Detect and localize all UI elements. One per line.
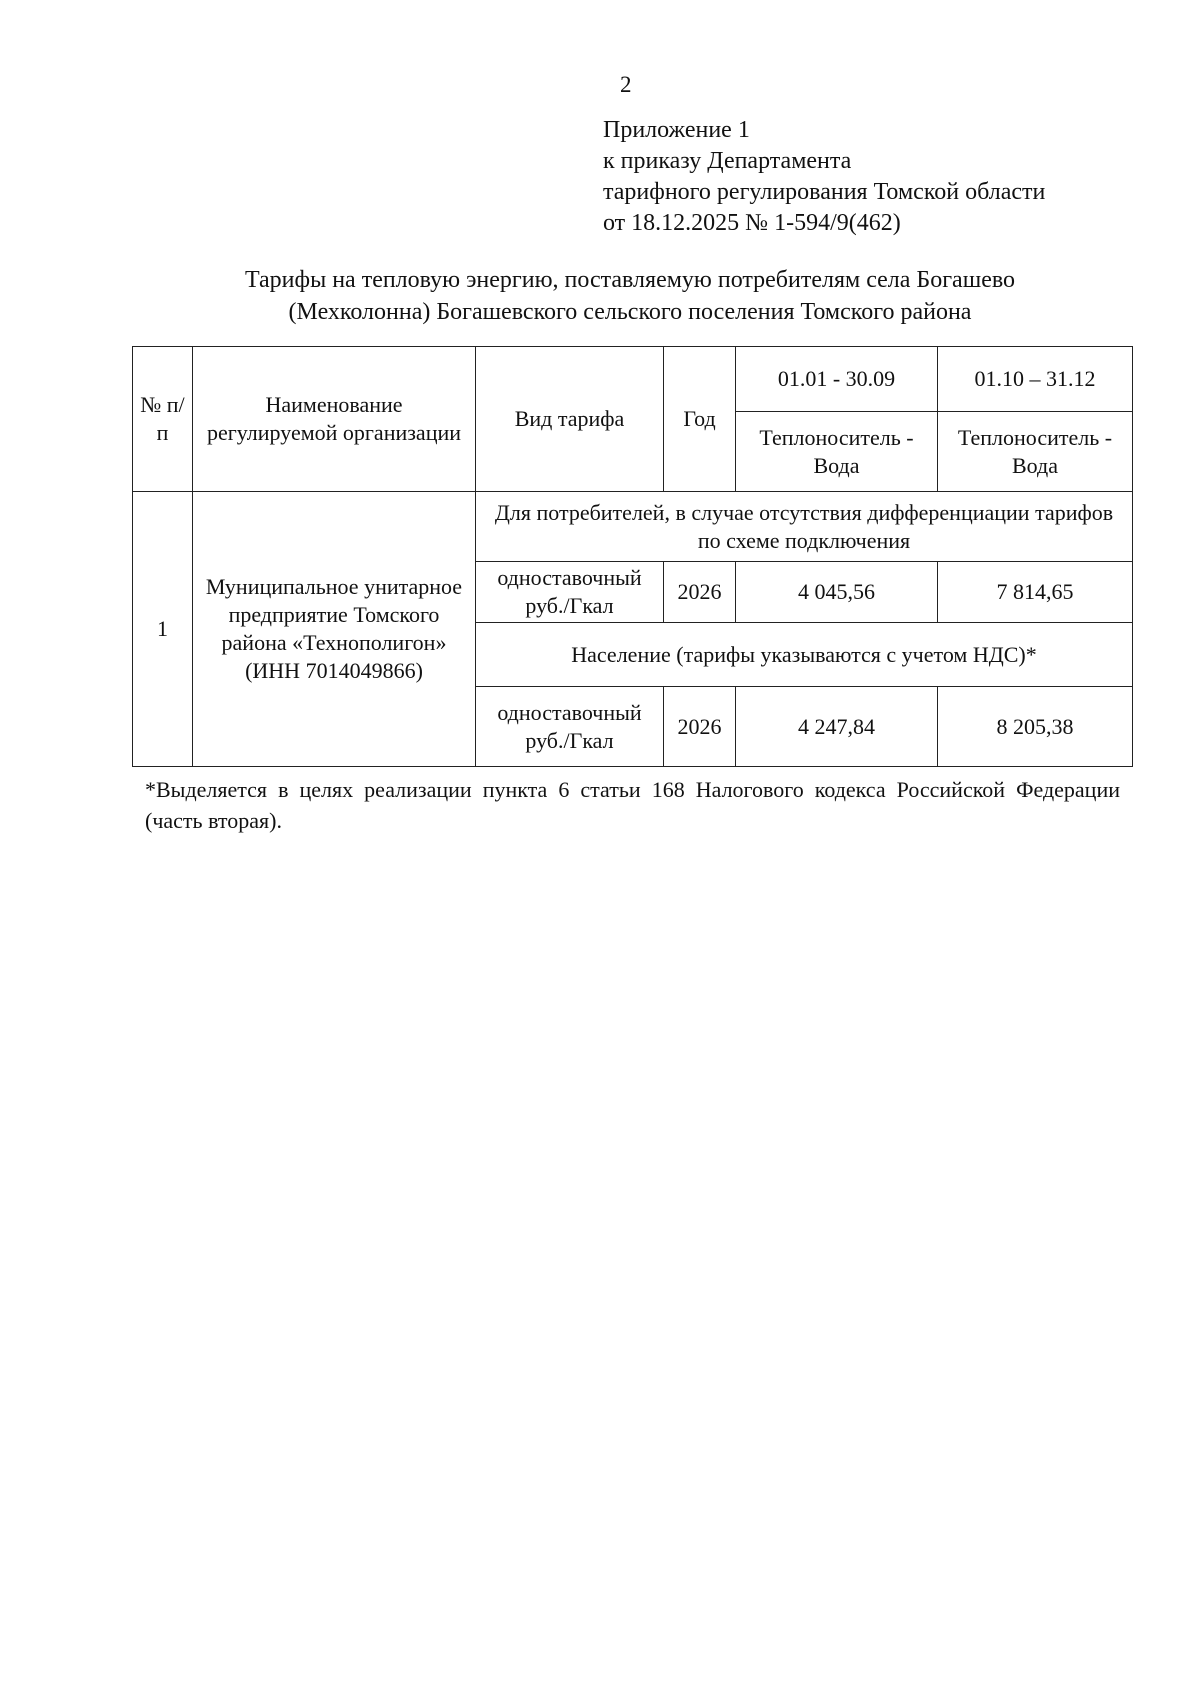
section-label-population: Население (тарифы указываются с учетом НДС)*	[476, 623, 1133, 687]
header-number: № п/п	[133, 347, 193, 492]
year-cell: 2026	[664, 562, 736, 623]
header-tariff-type: Вид тарифа	[476, 347, 664, 492]
appendix-line-3: тарифного регулирования Томской области	[603, 179, 1046, 205]
row-number: 1	[133, 492, 193, 767]
header-period-1: 01.01 - 30.09	[736, 347, 938, 412]
appendix-line-1: Приложение 1	[603, 117, 750, 143]
value-cell: 8 205,38	[938, 687, 1133, 767]
tariff-type-cell: одноставочный руб./Гкал	[476, 687, 664, 767]
footnote: *Выделяется в целях реализации пункта 6 статьи 168 Налогового кодекса Российской Федерации (часть вторая).	[145, 777, 1120, 833]
section-label-consumers: Для потребителей, в случае отсутствия дифференциации тарифов по схеме подключения	[476, 492, 1133, 562]
header-year: Год	[664, 347, 736, 492]
appendix-header	[603, 115, 1045, 239]
document-title	[130, 264, 1130, 328]
page-number: 2	[620, 72, 632, 97]
header-period-2: 01.10 – 31.12	[938, 347, 1133, 412]
tariff-table	[132, 346, 1133, 767]
header-carrier-1: Теплоноситель - Вода	[736, 412, 938, 492]
year-cell: 2026	[664, 687, 736, 767]
title-line-2: (Мехколонна) Богашевского сельского поселения Томского района	[288, 299, 972, 325]
organization-name: Муниципальное унитарное предприятие Томского района «Технополигон» (ИНН 7014049866)	[193, 492, 476, 767]
value-cell: 4 247,84	[736, 687, 938, 767]
appendix-line-4: от 18.12.2025 № 1-594/9(462)	[603, 210, 901, 236]
title-line-1: Тарифы на тепловую энергию, поставляемую потребителям села Богашево	[244, 267, 1016, 293]
value-cell: 7 814,65	[938, 562, 1133, 623]
header-organization: Наименование регулируемой организации	[193, 347, 476, 492]
appendix-line-2: к приказу Департамента	[603, 148, 852, 174]
tariff-type-cell: одноставочный руб./Гкал	[476, 562, 664, 623]
value-cell: 4 045,56	[736, 562, 938, 623]
header-carrier-2: Теплоноситель - Вода	[938, 412, 1133, 492]
